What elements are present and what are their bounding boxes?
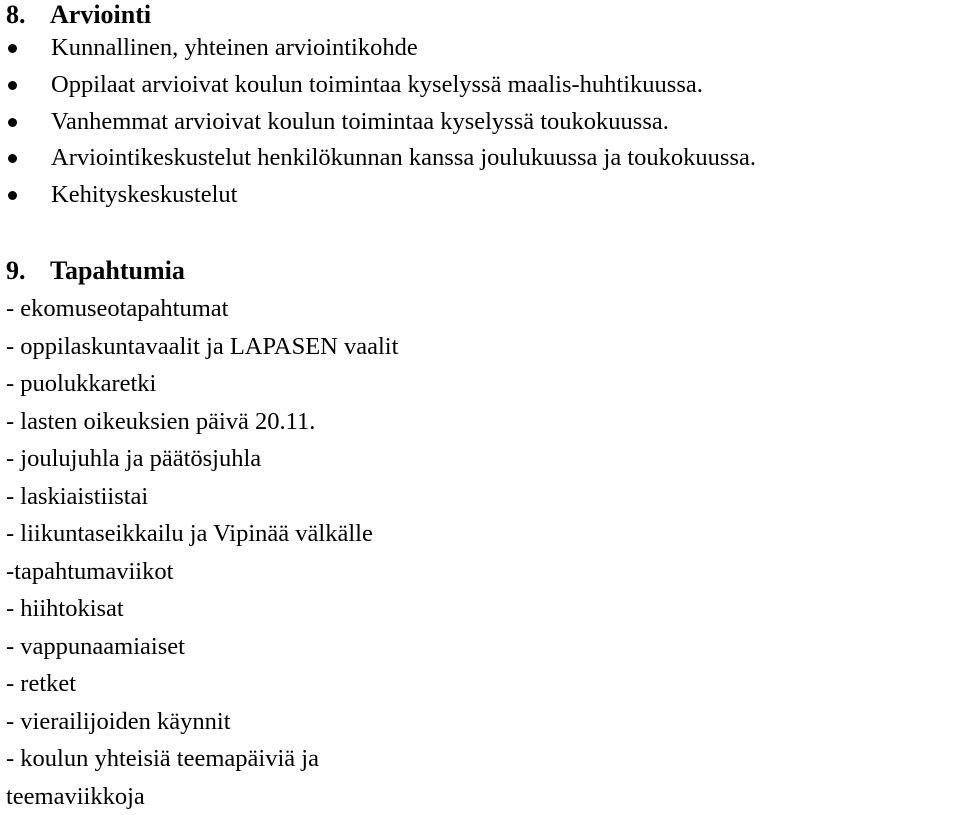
section-9-title: Tapahtumia: [50, 256, 185, 285]
bullet-dot-icon: [8, 118, 17, 127]
events-dash-list: [6, 290, 398, 815]
list-item: - laskiaistiistai: [6, 478, 398, 516]
list-item: - liikuntaseikkailu ja Vipinää välkälle: [6, 515, 398, 553]
bullet-item-text: Arviointikeskustelut henkilökunnan kanssa joulukuussa ja toukokuussa.: [51, 140, 756, 177]
section-8-title: Arviointi: [50, 0, 151, 29]
list-item: - vierailijoiden käynnit: [6, 703, 398, 741]
list-item: - hiihtokisat: [6, 590, 398, 628]
list-item: - puolukkaretki: [6, 365, 398, 403]
list-item: - joulujuhla ja päätösjuhla: [6, 440, 398, 478]
section-9-heading: [6, 256, 185, 286]
section-8-heading: [6, 0, 151, 30]
list-item: - oppilaskuntavaalit ja LAPASEN vaalit: [6, 328, 398, 366]
section-9-number: 9.: [6, 256, 50, 286]
bullet-item-text: Kunnallinen, yhteinen arviointikohde: [51, 30, 418, 67]
bullet-item-text: Kehityskeskustelut: [51, 177, 237, 214]
list-item: - koulun yhteisiä teemapäiviä ja: [6, 740, 398, 778]
bullet-item-text: Vanhemmat arvioivat koulun toimintaa kyselyssä toukokuussa.: [51, 104, 669, 141]
bullet-item-text: Oppilaat arvioivat koulun toimintaa kyselyssä maalis-huhtikuussa.: [51, 67, 703, 104]
section-8-number: 8.: [6, 0, 50, 30]
bullet-dot-icon: [8, 191, 17, 200]
list-item: - lasten oikeuksien päivä 20.11.: [6, 403, 398, 441]
list-item: teemaviikkoja: [6, 778, 398, 815]
bullet-dot-icon: [8, 154, 17, 163]
list-item: - ekomuseotapahtumat: [6, 290, 398, 328]
bullet-dot-icon: [8, 44, 17, 53]
list-item: - vappunaamiaiset: [6, 628, 398, 666]
list-item: -tapahtumaviikot: [6, 553, 398, 591]
bullet-dot-icon: [8, 81, 17, 90]
list-item: - retket: [6, 665, 398, 703]
